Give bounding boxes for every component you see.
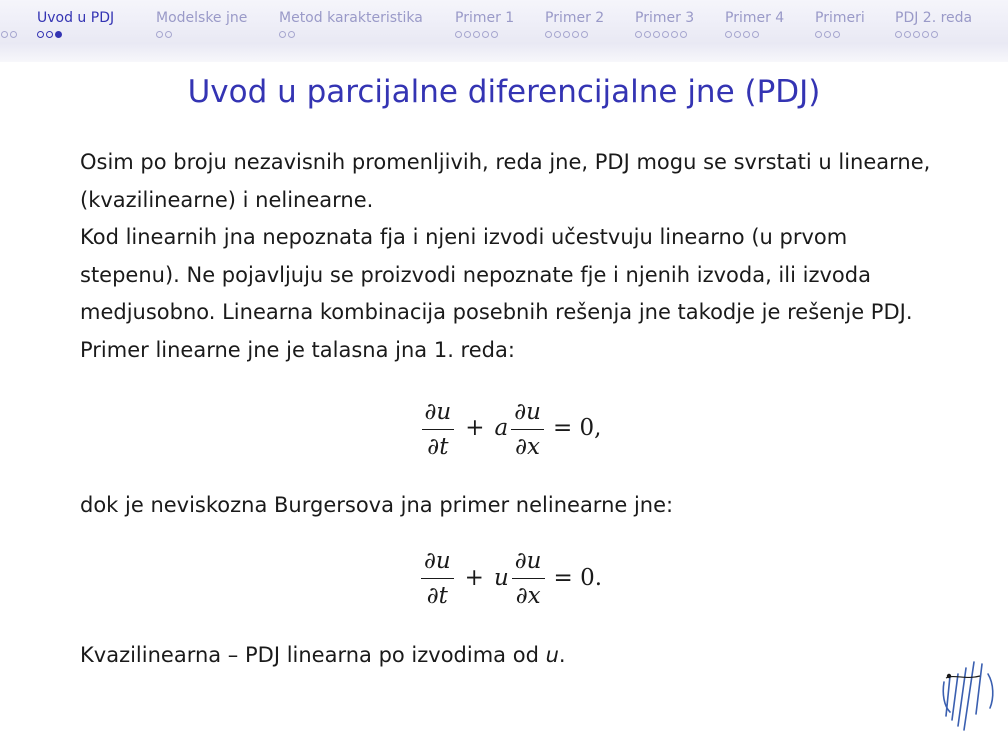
nav-section-primer2[interactable] — [545, 9, 604, 43]
slide-content — [80, 144, 940, 674]
nav-section-dots[interactable] — [455, 31, 514, 43]
equation-burgers — [80, 533, 940, 625]
navigation-bar — [0, 0, 1008, 62]
nav-section-dots[interactable] — [725, 31, 784, 43]
slide-title: Uvod u parcijalne diferencijalne jne (PDJ) — [187, 74, 821, 110]
university-logo-icon — [936, 654, 1000, 734]
nav-section-dots[interactable] — [37, 31, 114, 43]
nav-section-primer1[interactable] — [455, 9, 514, 43]
paragraph-burgers-intro: dok je neviskozna Burgersova jna primer nelinearne jne: — [80, 493, 674, 517]
equation-wave — [80, 383, 940, 475]
nav-section-dots[interactable] — [895, 31, 972, 43]
paragraph-quasilinear: Kvazilinearna – PDJ linearna po izvodima od u. — [80, 642, 566, 667]
nav-section-primer3[interactable] — [635, 9, 694, 43]
paragraph-classification: Osim po broju nezavisnih promenljivih, reda jne, PDJ mogu se svrstati u linearne, (kvazilinearne) i nelinearne. — [80, 150, 931, 212]
nav-section-dots[interactable] — [815, 31, 865, 43]
plus-sign: + — [465, 415, 485, 442]
nav-section-dots[interactable] — [279, 31, 423, 43]
nav-section-primer4[interactable] — [725, 9, 784, 43]
nav-section-label[interactable]: Modelske jne — [156, 10, 248, 26]
coefficient-u: u — [493, 564, 509, 591]
coefficient-a: a — [494, 415, 509, 442]
nav-section-label[interactable]: Primeri — [815, 10, 865, 26]
fraction-du-dx: $\frac{\partial u}{\partial x}$ — [512, 546, 545, 611]
fraction-du-dt: $\frac{\partial u}{\partial t}$ — [422, 397, 455, 462]
equation-rhs: = 0. — [553, 564, 603, 591]
nav-section-label[interactable]: Metod karakteristika — [279, 10, 423, 26]
nav-section-modelske[interactable] — [156, 9, 247, 43]
nav-section-label[interactable]: Uvod u PDJ — [37, 10, 115, 26]
plus-sign: + — [464, 564, 484, 591]
nav-section-primeri[interactable] — [815, 9, 865, 43]
equation-rhs: = 0, — [552, 415, 602, 442]
nav-section-label[interactable]: Primer 1 — [455, 10, 515, 26]
paragraph-linear-example-intro: Primer linearne jne je talasna jna 1. reda: — [80, 337, 515, 362]
nav-section-dots[interactable] — [635, 31, 694, 43]
nav-section-label[interactable]: Primer 2 — [545, 10, 605, 26]
nav-section-label[interactable]: Primer 4 — [725, 10, 785, 26]
nav-section-dots[interactable] — [545, 31, 604, 43]
nav-section-label[interactable]: PDJ 2. reda — [895, 10, 973, 26]
nav-section-metod[interactable] — [279, 9, 423, 43]
nav-section-dots[interactable] — [156, 31, 247, 43]
paragraph-linear-definition: Kod linearnih jna nepoznata fja i njeni izvodi učestvuju linearno (u prvom stepenu). Ne pojavljuju se proizvodi nepoznate fje i njenih izvoda, ili izvoda medjusobno. Linearna kombinacija posebnih rešenja jne takodje je rešenje PDJ. — [80, 225, 913, 324]
leading-progress-dots — [1, 31, 19, 50]
nav-section-uvod[interactable] — [37, 9, 114, 43]
nav-section-pdj2[interactable] — [895, 9, 972, 43]
fraction-du-dt: $\frac{\partial u}{\partial t}$ — [421, 546, 454, 611]
nav-section-label[interactable]: Primer 3 — [635, 10, 695, 26]
fraction-du-dx: $\frac{\partial u}{\partial x}$ — [511, 397, 544, 462]
